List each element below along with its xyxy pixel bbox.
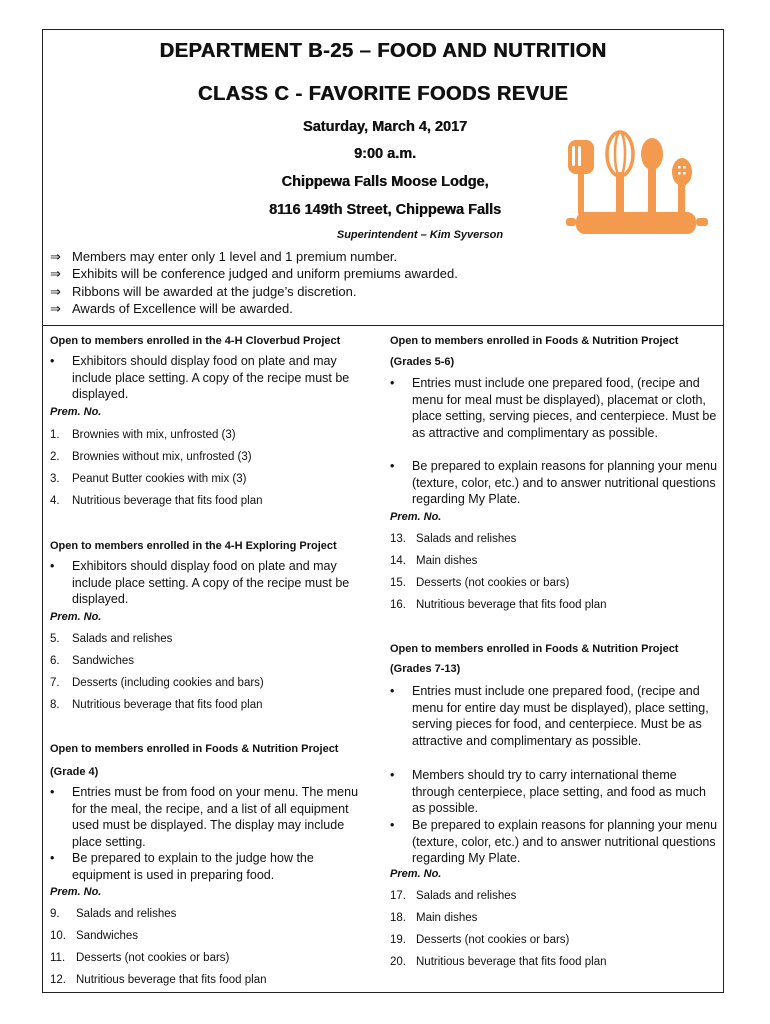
prem-label: Prem. No.	[50, 406, 102, 418]
premium-item: 17. Salads and relishes	[390, 890, 517, 902]
section-divider	[42, 325, 724, 326]
premium-item: 8. Nutritious beverage that fits food plan	[50, 699, 263, 711]
cloverbud-heading: Open to members enrolled in the 4-H Cloverbud Project	[50, 335, 341, 347]
premium-item: 5. Salads and relishes	[50, 633, 173, 645]
event-venue: Chippewa Falls Moose Lodge,	[281, 174, 489, 190]
event-date: Saturday, March 4, 2017	[302, 119, 468, 135]
premium-item: 3. Peanut Butter cookies with mix (3)	[50, 473, 247, 485]
grade56-heading: Open to members enrolled in Foods & Nutrition Project	[390, 335, 679, 347]
grade713-bullet: • Members should try to carry international theme through centerpiece, place setting, and food as much as possible.	[390, 768, 706, 816]
prem-label: Prem. No.	[50, 886, 102, 898]
grade56-bullet: • Entries must include one prepared food, (recipe and menu for meal must be displayed), placemat or cloth, place setting, serving pieces, and centerpiece. Must be as attractive and complimentary as possible.	[390, 376, 717, 440]
premium-item: 19. Desserts (not cookies or bars)	[390, 934, 570, 946]
grade713-bullet: • Entries must include one prepared food, (recipe and menu for entire day must be displayed), place setting, serving pieces for food, and centerpiece. Must be as attractive and complimentary as possible.	[390, 684, 709, 748]
premium-item: 7. Desserts (including cookies and bars)	[50, 677, 264, 689]
grade4-bullet: • Be prepared to explain to the judge how the equipment is used in preparing food.	[50, 851, 314, 882]
premium-item: 10. Sandwiches	[50, 930, 139, 942]
superintendent: Superintendent – Kim Syverson	[336, 229, 504, 241]
grade56-bullet: • Be prepared to explain reasons for planning your menu (texture, color, etc.) and to answer nutritional questions regarding My Plate.	[390, 459, 718, 507]
grade56-subheading: (Grades 5-6)	[390, 356, 455, 368]
premium-item: 9. Salads and relishes	[50, 908, 177, 920]
prem-label: Prem. No.	[50, 611, 102, 623]
premium-item: 15. Desserts (not cookies or bars)	[390, 577, 570, 589]
cloverbud-bullet: • Exhibitors should display food on plate and may include place setting. A copy of the recipe must be displayed.	[50, 354, 350, 402]
premium-item: 4. Nutritious beverage that fits food plan	[50, 495, 263, 507]
rule-item: ⇒ Exhibits will be conference judged and uniform premiums awarded.	[50, 266, 458, 281]
exploring-heading: Open to members enrolled in the 4-H Exploring Project	[50, 540, 337, 552]
department-title: DEPARTMENT B-25 – FOOD AND NUTRITION	[159, 40, 607, 62]
premium-item: 11. Desserts (not cookies or bars)	[50, 952, 230, 964]
rule-item: ⇒ Awards of Excellence will be awarded.	[50, 301, 293, 316]
grade4-bullet: • Entries must be from food on your menu. The menu for the meal, the recipe, and a list of all equipment used must be displayed. The display may include place setting.	[50, 785, 359, 849]
grade713-subheading: (Grades 7-13)	[390, 663, 461, 675]
premium-item: 13. Salads and relishes	[390, 533, 517, 545]
grade4-subheading: (Grade 4)	[50, 766, 99, 778]
grade4-heading: Open to members enrolled in Foods & Nutrition Project	[50, 743, 339, 755]
kitchen-utensils-icon	[562, 128, 710, 250]
premium-item: 1. Brownies with mix, unfrosted (3)	[50, 429, 236, 441]
event-time: 9:00 a.m.	[353, 146, 417, 162]
exploring-bullet: • Exhibitors should display food on plate and may include place setting. A copy of the recipe must be displayed.	[50, 559, 350, 607]
rule-item: ⇒ Ribbons will be awarded at the judge’s discretion.	[50, 284, 357, 299]
grade713-bullet: • Be prepared to explain reasons for planning your menu (texture, color, etc.) and to answer nutritional questions regarding My Plate.	[390, 818, 718, 866]
premium-item: 18. Main dishes	[390, 912, 478, 924]
premium-item: 14. Main dishes	[390, 555, 478, 567]
premium-item: 20. Nutritious beverage that fits food plan	[390, 956, 607, 968]
premium-item: 12. Nutritious beverage that fits food plan	[50, 974, 267, 986]
premium-item: 16. Nutritious beverage that fits food plan	[390, 599, 607, 611]
class-title: CLASS C - FAVORITE FOODS REVUE	[197, 83, 569, 105]
prem-label: Prem. No.	[390, 868, 442, 880]
rule-item: ⇒ Members may enter only 1 level and 1 premium number.	[50, 249, 398, 264]
prem-label: Prem. No.	[390, 511, 442, 523]
premium-item: 6. Sandwiches	[50, 655, 135, 667]
event-address: 8116 149th Street, Chippewa Falls	[268, 202, 502, 218]
premium-item: 2. Brownies without mix, unfrosted (3)	[50, 451, 252, 463]
grade713-heading: Open to members enrolled in Foods & Nutrition Project	[390, 643, 679, 655]
